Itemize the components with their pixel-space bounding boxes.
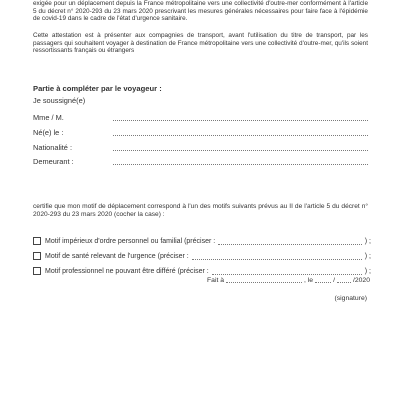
option-health-emergency-label: Motif de santé relevant de l'urgence (préciser :: [45, 252, 189, 260]
field-address[interactable]: [33, 156, 368, 166]
option-professional-line[interactable]: [212, 274, 362, 275]
field-birthdate-line[interactable]: [113, 135, 368, 136]
option-personal-family-label: Motif impérieux d'ordre personnel ou familial (préciser :: [45, 237, 216, 245]
option-professional-label: Motif professionnel ne pouvant être différé (préciser :: [45, 267, 209, 275]
traveler-section-subtitle: Je soussigné(e): [33, 96, 86, 105]
place-blank[interactable]: [226, 282, 302, 283]
date-separator: /: [333, 277, 335, 284]
certify-paragraph: certifie que mon motif de déplacement correspond à l'un des motifs suivants prévus au II de l'article 5 du décret n° 2020-293 du 23 mars 2020 (cocher la case) :: [33, 203, 368, 218]
field-name[interactable]: [33, 112, 368, 122]
field-nationality-label: Nationalité :: [33, 143, 73, 152]
option-health-emergency-end: ) ;: [364, 252, 371, 260]
fait-a-label: Fait à: [207, 277, 225, 284]
field-name-label: Mme / M.: [33, 113, 64, 122]
signature-label: (signature): [334, 295, 367, 302]
month-blank[interactable]: [337, 282, 351, 283]
option-professional[interactable]: [33, 266, 371, 276]
option-health-emergency[interactable]: [33, 251, 371, 261]
date-year: /2020: [352, 277, 370, 284]
field-birthdate[interactable]: [33, 127, 368, 137]
field-nationality-line[interactable]: [113, 150, 368, 151]
option-health-emergency-line[interactable]: [192, 259, 362, 260]
option-professional-end: ) ;: [364, 267, 371, 275]
field-name-line[interactable]: [113, 120, 368, 121]
checkbox-professional[interactable]: [33, 267, 41, 275]
intro-paragraph: exigée pour un déplacement depuis la France métropolitaine vers une collectivité d'outre-mer conformément à l'article 5 du décret n° 2020-293 du 23 mars 2020 prescrivant les mesures générales nécessaires pour faire face à l'épidémie de covid-19 dans le cadre de l'état d'urgence sanitaire.: [33, 0, 368, 23]
day-blank[interactable]: [315, 282, 331, 283]
date-le-label: , le: [304, 277, 314, 284]
checkbox-health-emergency[interactable]: [33, 252, 41, 260]
field-birthdate-label: Né(e) le :: [33, 128, 64, 137]
field-nationality[interactable]: [33, 142, 368, 152]
traveler-section-title: Partie à compléter par le voyageur :: [33, 84, 162, 93]
checkbox-personal-family[interactable]: [33, 237, 41, 245]
option-personal-family-end: ) ;: [364, 237, 371, 245]
field-address-label: Demeurant :: [33, 157, 74, 166]
option-personal-family[interactable]: [33, 236, 371, 246]
field-address-line[interactable]: [113, 164, 368, 165]
presentation-paragraph: Cette attestation est à présenter aux compagnies de transport, avant l'utilisation du titre de transport, par les passagers qui souhaitent voyager à destination de France métropolitaine vers une collectivité d'outre-mer, qu'ils soient ressortissants français ou étrangers: [33, 32, 368, 55]
option-personal-family-line[interactable]: [218, 244, 362, 245]
signature-line: [207, 277, 370, 285]
